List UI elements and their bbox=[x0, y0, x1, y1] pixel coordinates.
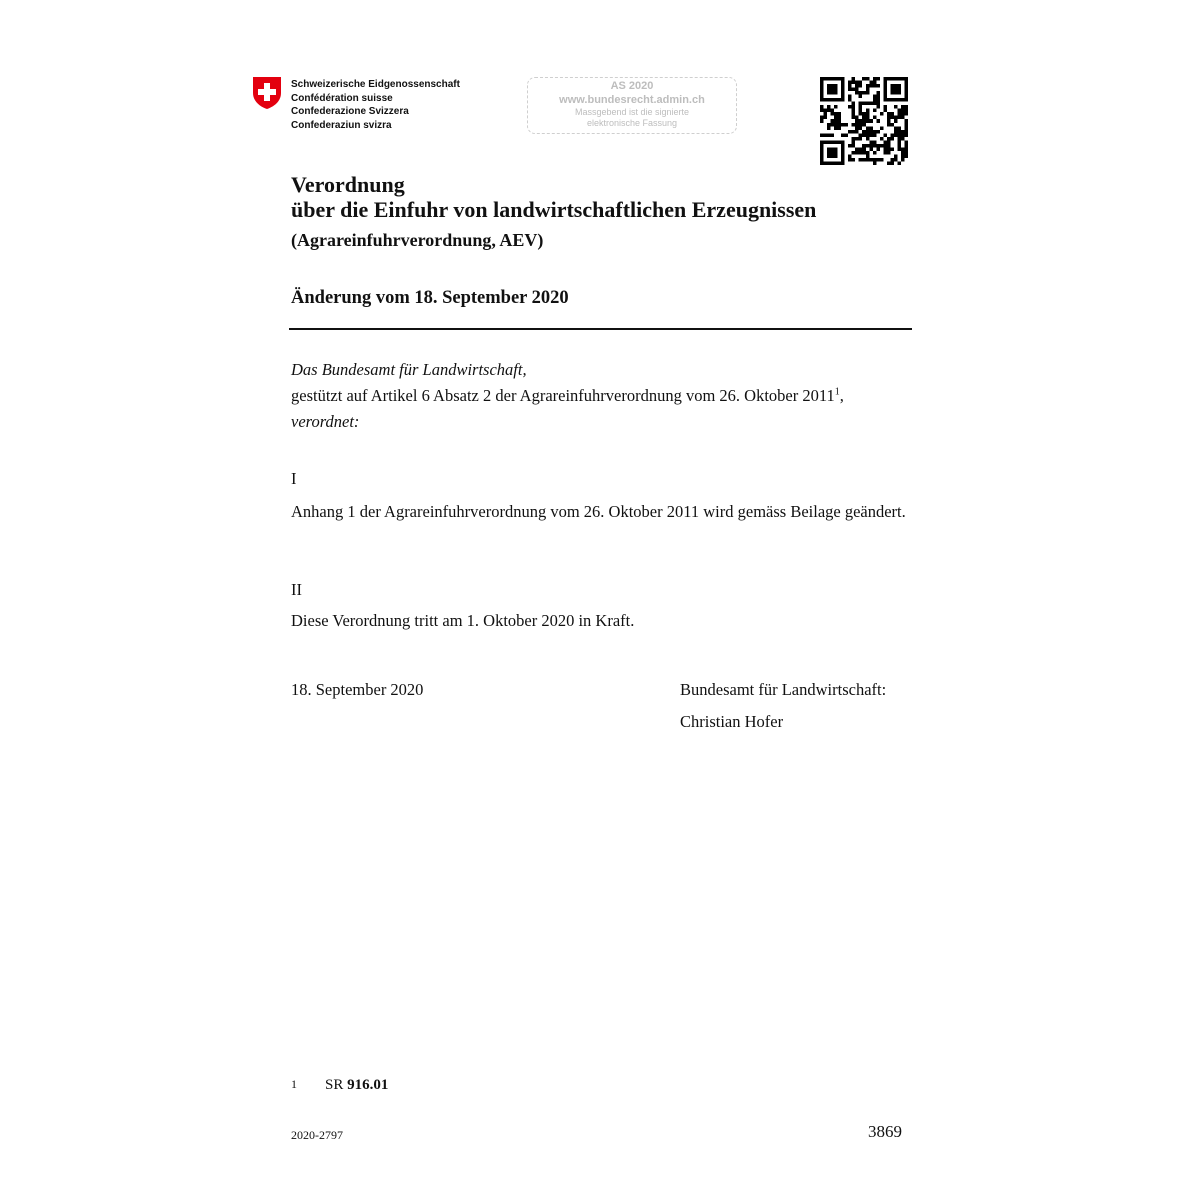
footnote-reference: 1 bbox=[834, 386, 840, 398]
stamp-url: www.bundesrecht.admin.ch bbox=[559, 94, 705, 106]
confederation-name-fr: Confédération suisse bbox=[291, 92, 393, 104]
stamp-note-1: Massgebend ist die signierte bbox=[574, 107, 690, 117]
footnote-text bbox=[325, 1077, 388, 1094]
confederation-name-rm: Confederaziun svizra bbox=[291, 119, 392, 131]
legal-basis bbox=[291, 384, 844, 408]
swiss-coat-of-arms-icon bbox=[252, 76, 282, 110]
page-number: 3869 bbox=[868, 1122, 902, 1141]
footnote-number: 1 bbox=[291, 1077, 297, 1091]
section-text-2: Diese Verordnung tritt am 1. Oktober 2020 in Kraft. bbox=[291, 611, 635, 630]
short-title: (Agrareinfuhrverordnung, AEV) bbox=[291, 230, 544, 250]
issuing-authority: Das Bundesamt für Landwirtschaft, bbox=[291, 360, 527, 379]
official-publication-stamp bbox=[527, 77, 737, 134]
stamp-note-2: elektronische Fassung bbox=[586, 118, 678, 128]
section-number-2: II bbox=[291, 580, 302, 599]
footnote-reference-number: 916.01 bbox=[347, 1077, 389, 1093]
stamp-collection: AS 2020 bbox=[610, 80, 654, 92]
signature-office: Bundesamt für Landwirtschaft: bbox=[680, 680, 887, 699]
document-title bbox=[291, 172, 816, 222]
title-line-2: über die Einfuhr von landwirtschaftlichen Erzeugnissen bbox=[291, 197, 817, 222]
footnote-prefix: SR bbox=[325, 1077, 348, 1093]
title-line-1: Verordnung bbox=[291, 172, 405, 197]
qr-code-icon bbox=[820, 77, 908, 165]
section-text-1: Anhang 1 der Agrareinfuhrverordnung vom 26. Oktober 2011 wird gemäss Beilage geändert. bbox=[291, 502, 906, 521]
confederation-names bbox=[291, 78, 460, 132]
confederation-name-de: Schweizerische Eidgenossenschaft bbox=[291, 79, 460, 90]
signature-date: 18. September 2020 bbox=[291, 680, 424, 699]
title-divider bbox=[289, 328, 912, 330]
document-id: 2020-2797 bbox=[291, 1128, 343, 1142]
legal-basis-text: gestützt auf Artikel 6 Absatz 2 der Agrareinfuhrverordnung vom 26. Oktober 2011 bbox=[291, 386, 835, 405]
legal-basis-end: , bbox=[839, 386, 844, 405]
amendment-date: Änderung vom 18. September 2020 bbox=[291, 288, 569, 308]
ordains: verordnet: bbox=[291, 412, 360, 431]
signatory-name: Christian Hofer bbox=[680, 712, 784, 731]
confederation-name-it: Confederazione Svizzera bbox=[291, 106, 409, 117]
section-number-1: I bbox=[291, 469, 297, 488]
